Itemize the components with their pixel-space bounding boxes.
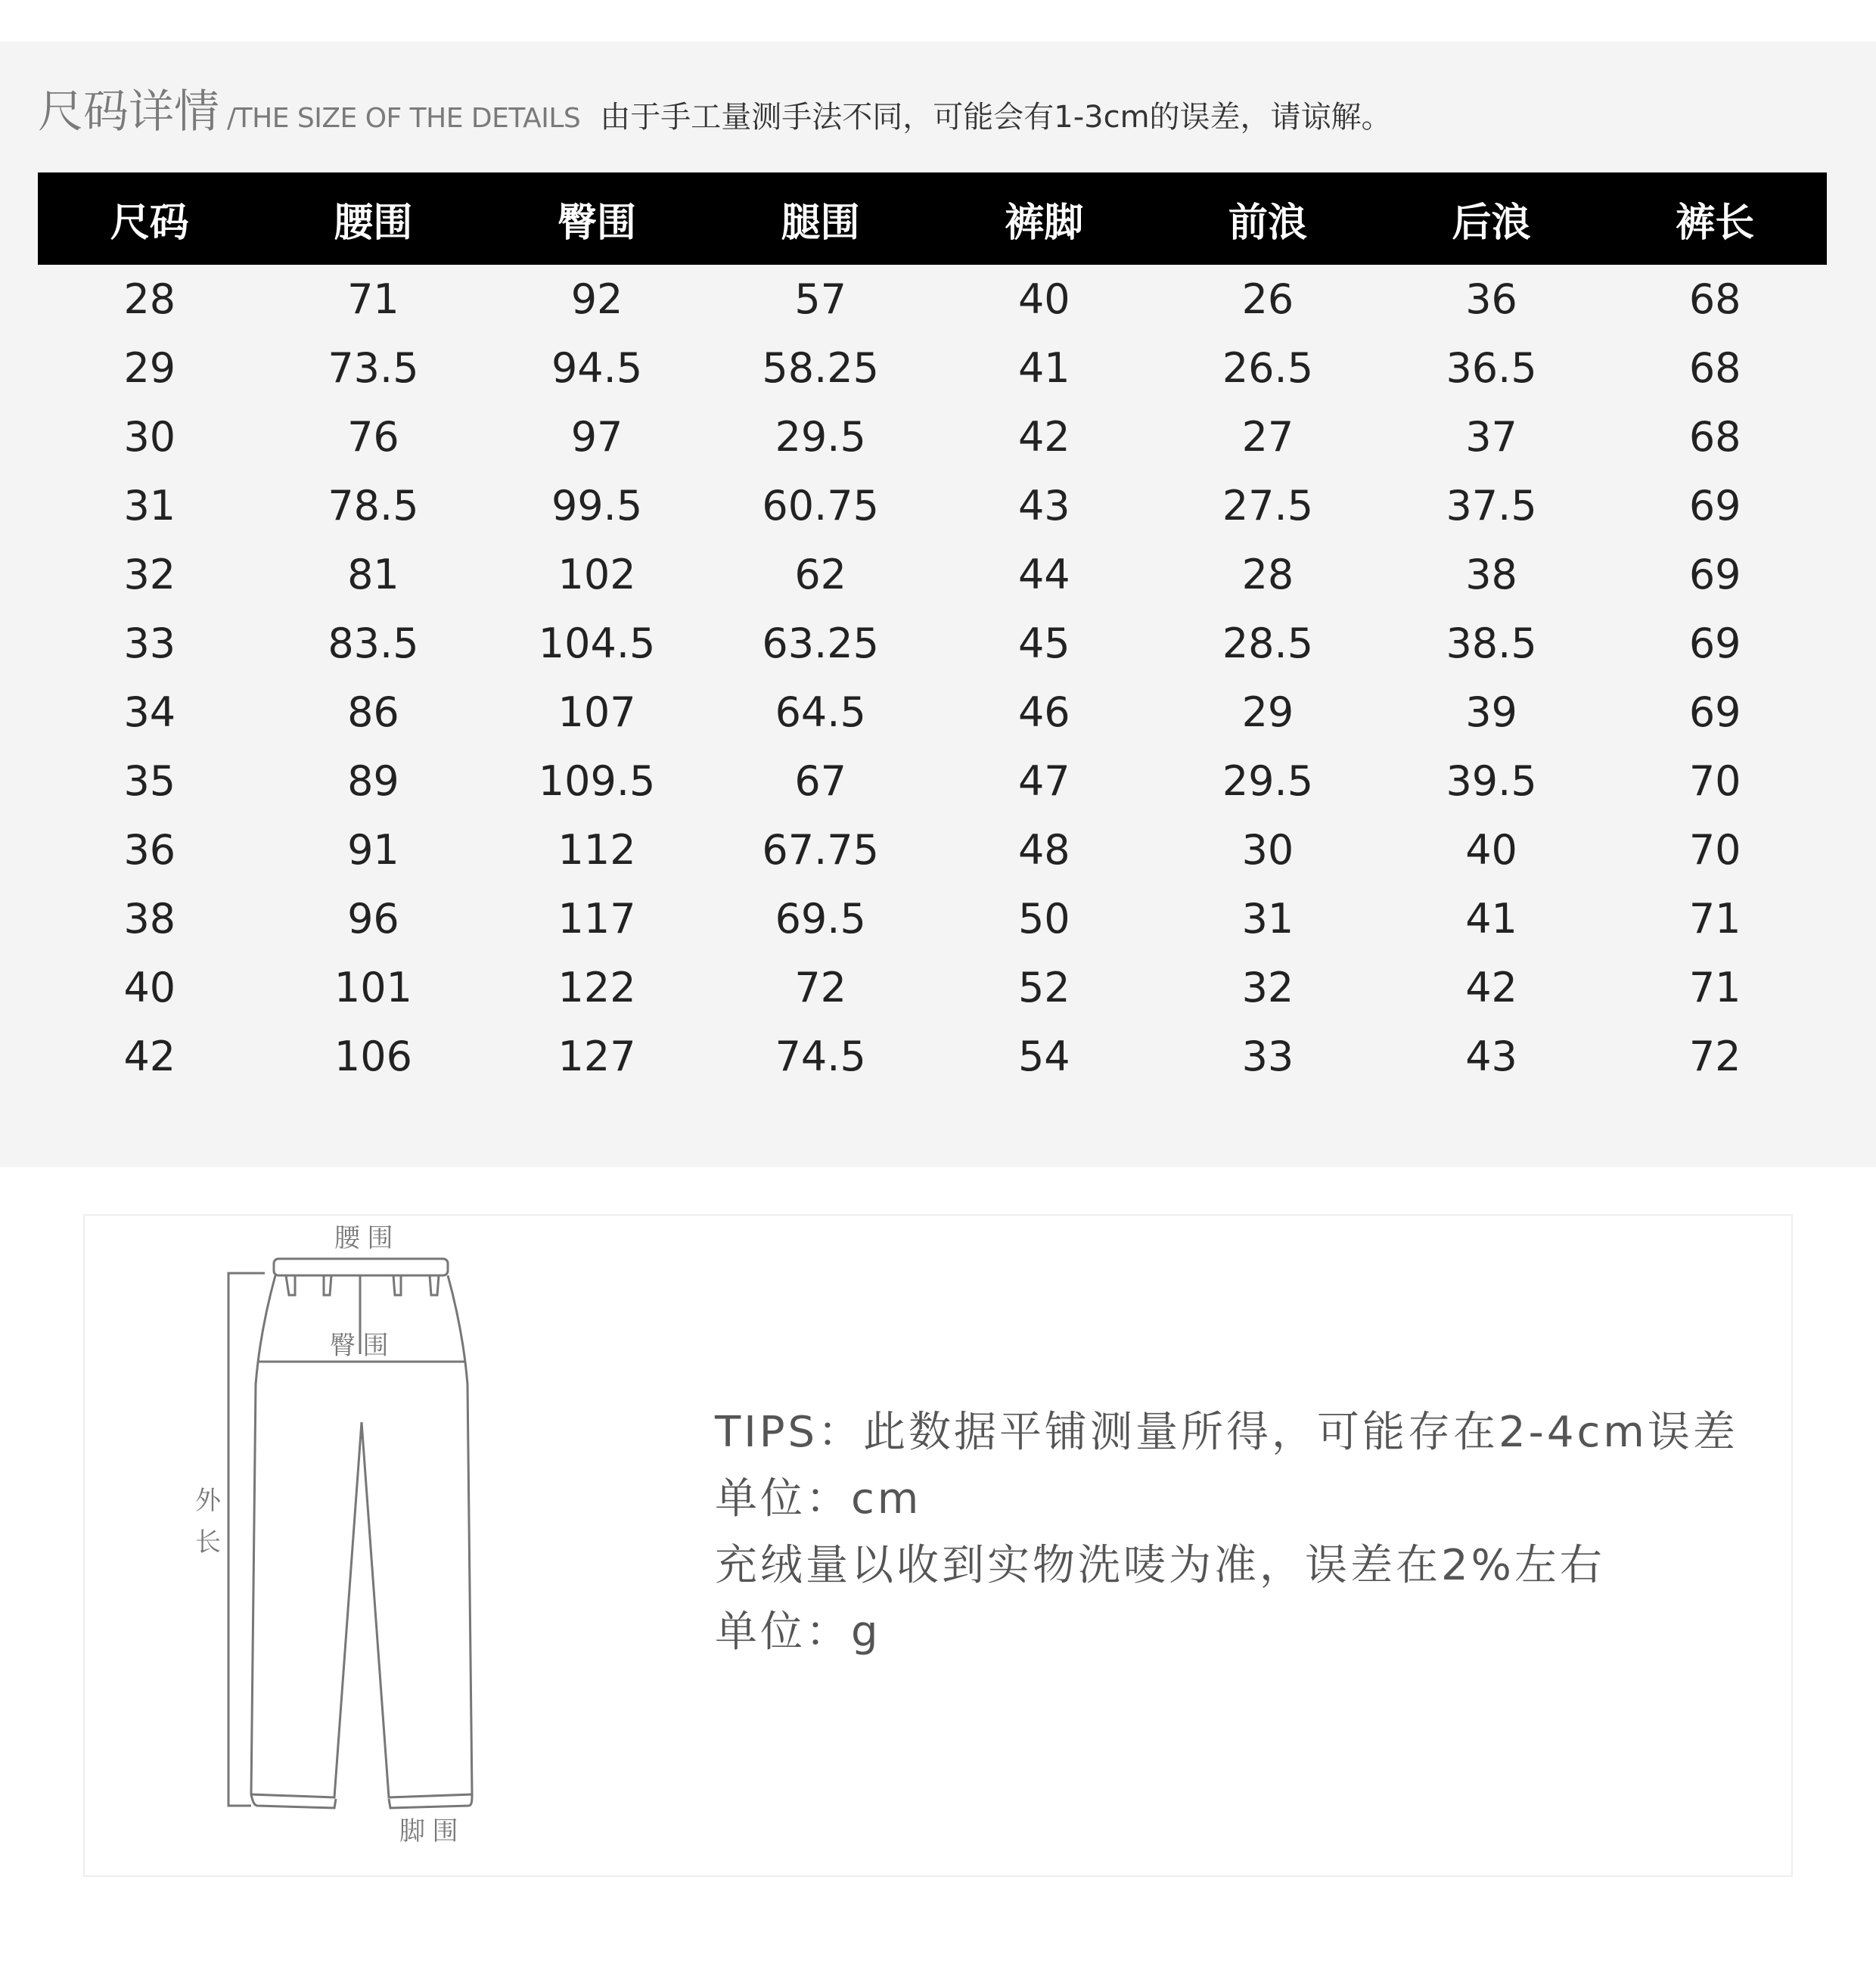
table-cell: 68 — [1688, 275, 1741, 323]
table-cell: 74.5 — [775, 1033, 866, 1080]
table-cell: 72 — [1688, 1033, 1741, 1080]
table-cell: 67 — [794, 757, 847, 805]
table-cell: 68 — [1688, 413, 1741, 461]
table-cell: 29 — [123, 344, 176, 392]
table-cell: 92 — [570, 275, 623, 323]
table-cell: 72 — [794, 964, 847, 1011]
section-subtitle: /THE SIZE OF THE DETAILS — [227, 103, 581, 134]
table-cell: 41 — [1465, 895, 1517, 943]
column-header: 裤脚 — [933, 172, 1157, 265]
table-cell: 83.5 — [328, 620, 419, 667]
tips-line: TIPS：此数据平铺测量所得，可能存在2-4cm误差 — [715, 1408, 1738, 1457]
table-cell: 67.75 — [762, 826, 879, 874]
table-cell: 71 — [1688, 964, 1741, 1011]
table-cell: 31 — [1241, 895, 1294, 943]
table-cell: 78.5 — [328, 482, 419, 530]
table-cell: 70 — [1688, 826, 1741, 874]
table-cell: 43 — [1465, 1033, 1517, 1080]
outer-length-label: 外 — [195, 1486, 221, 1515]
table-cell: 89 — [347, 757, 399, 805]
table-cell: 38.5 — [1446, 620, 1537, 667]
belt-loops — [286, 1275, 439, 1295]
table-cell: 42 — [1017, 413, 1070, 461]
outer-length-label: 长 — [195, 1528, 221, 1557]
table-cell: 91 — [347, 826, 399, 874]
table-cell: 44 — [1017, 551, 1070, 598]
table-cell: 40 — [123, 964, 176, 1011]
hip-label: 臀 围 — [330, 1331, 389, 1360]
table-cell: 81 — [347, 551, 399, 598]
table-cell: 29 — [1241, 688, 1294, 736]
table-cell: 31 — [123, 482, 176, 530]
column-header: 后浪 — [1380, 172, 1604, 265]
tips-line: 充绒量以收到实物洗唛为准，误差在2%左右 — [715, 1541, 1605, 1590]
table-cell: 40 — [1465, 826, 1517, 874]
table-cell: 39.5 — [1446, 757, 1537, 805]
table-cell: 37 — [1465, 413, 1517, 461]
table-cell: 43 — [1017, 482, 1070, 530]
table-cell: 28 — [1241, 551, 1294, 598]
table-cell: 36 — [1465, 275, 1517, 323]
table-cell: 26 — [1241, 275, 1294, 323]
table-cell: 102 — [558, 551, 636, 598]
table-cell: 62 — [794, 551, 847, 598]
table-cell: 33 — [1241, 1033, 1294, 1080]
table-cell: 70 — [1688, 757, 1741, 805]
table-cell: 117 — [558, 895, 636, 943]
section-title: 尺码详情 — [38, 85, 219, 138]
table-cell: 109.5 — [538, 757, 656, 805]
table-cell: 68 — [1688, 344, 1741, 392]
table-cell: 54 — [1017, 1033, 1070, 1080]
table-cell: 112 — [558, 826, 636, 874]
table-cell: 38 — [123, 895, 176, 943]
hem-label: 脚 围 — [399, 1817, 458, 1846]
table-cell: 97 — [570, 413, 623, 461]
column-header: 臀围 — [485, 172, 709, 265]
table-cell: 52 — [1017, 964, 1070, 1011]
column-header: 腿围 — [709, 172, 933, 265]
table-cell: 48 — [1017, 826, 1070, 874]
table-cell: 76 — [347, 413, 399, 461]
tips-line: 单位：cm — [715, 1474, 922, 1524]
tips-block — [715, 1399, 1738, 1666]
table-cell: 42 — [123, 1033, 176, 1080]
table-cell: 69 — [1688, 551, 1741, 598]
table-cell: 27 — [1241, 413, 1294, 461]
table-cell: 57 — [794, 275, 847, 323]
table-cell: 28 — [123, 275, 176, 323]
table-cell: 60.75 — [762, 482, 879, 530]
table-cell: 122 — [558, 964, 636, 1011]
column-header: 腰围 — [262, 172, 486, 265]
table-cell: 86 — [347, 688, 399, 736]
table-cell: 99.5 — [551, 482, 643, 530]
table-cell: 39 — [1465, 688, 1517, 736]
table-cell: 106 — [334, 1033, 412, 1080]
table-cell: 27.5 — [1222, 482, 1314, 530]
table-cell: 107 — [558, 688, 636, 736]
table-cell: 58.25 — [762, 344, 879, 392]
table-cell: 28.5 — [1222, 620, 1314, 667]
table-cell: 29.5 — [1222, 757, 1314, 805]
table-cell: 29.5 — [775, 413, 866, 461]
table-cell: 32 — [123, 551, 176, 598]
table-cell: 33 — [123, 620, 176, 667]
table-cell: 42 — [1465, 964, 1517, 1011]
table-cell: 30 — [1241, 826, 1294, 874]
table-cell: 104.5 — [538, 620, 656, 667]
table-cell: 40 — [1017, 275, 1070, 323]
table-cell: 69 — [1688, 620, 1741, 667]
table-cell: 34 — [123, 688, 176, 736]
table-cell: 45 — [1017, 620, 1070, 667]
table-cell: 30 — [123, 413, 176, 461]
table-cell: 101 — [334, 964, 412, 1011]
waist-label: 腰 围 — [334, 1224, 393, 1253]
table-cell: 41 — [1017, 344, 1070, 392]
table-cell: 36.5 — [1446, 344, 1537, 392]
table-cell: 96 — [347, 895, 399, 943]
waistband — [274, 1259, 448, 1275]
table-cell: 32 — [1241, 964, 1294, 1011]
column-header: 前浪 — [1156, 172, 1380, 265]
table-cell: 36 — [123, 826, 176, 874]
table-cell: 50 — [1017, 895, 1070, 943]
table-cell: 69.5 — [775, 895, 866, 943]
table-cell: 38 — [1465, 551, 1517, 598]
table-cell: 47 — [1017, 757, 1070, 805]
column-header: 裤长 — [1603, 172, 1827, 265]
table-cell: 26.5 — [1222, 344, 1314, 392]
table-cell: 69 — [1688, 688, 1741, 736]
table-cell: 69 — [1688, 482, 1741, 530]
table-cell: 37.5 — [1446, 482, 1537, 530]
table-cell: 46 — [1017, 688, 1070, 736]
table-cell: 64.5 — [775, 688, 866, 736]
column-header: 尺码 — [38, 172, 262, 265]
tips-line: 单位：g — [715, 1608, 881, 1657]
table-cell: 73.5 — [328, 344, 419, 392]
table-cell: 94.5 — [551, 344, 643, 392]
table-cell: 71 — [347, 275, 399, 323]
table-cell: 127 — [558, 1033, 636, 1080]
measurement-note: 由于手工量测手法不同，可能会有1-3cm的误差，请谅解。 — [600, 100, 1392, 135]
table-cell: 35 — [123, 757, 176, 805]
table-cell: 63.25 — [762, 620, 879, 667]
table-cell: 71 — [1688, 895, 1741, 943]
